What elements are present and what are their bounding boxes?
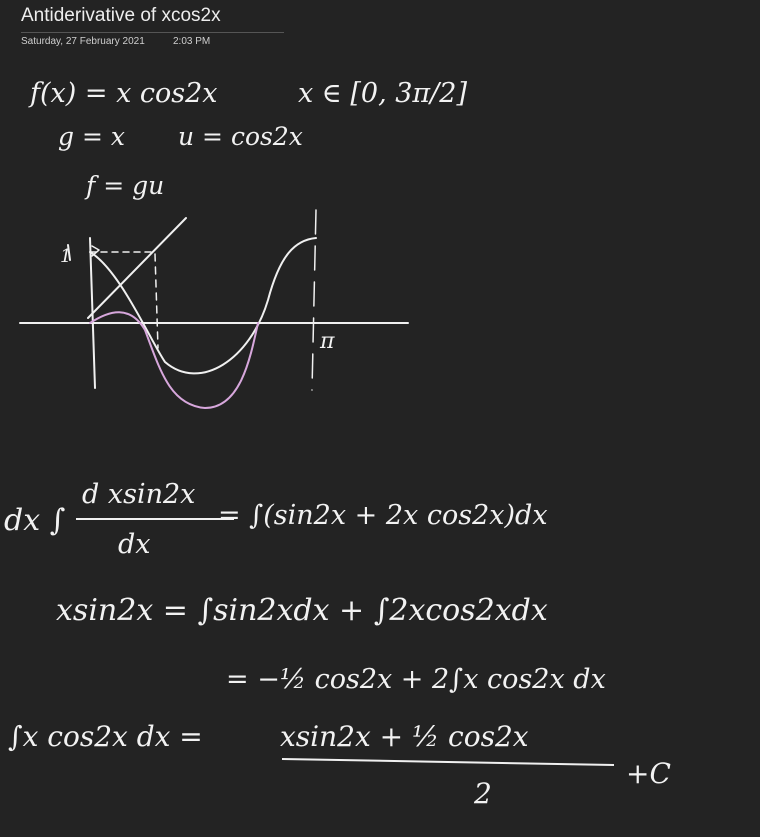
page-time: 2:03 PM [173, 36, 211, 47]
note-domain: x ∈ [0, 3π/2] [298, 78, 467, 109]
sketch-dashed-pi [312, 210, 316, 390]
derivation-line1-numerator: d xsin2x [82, 479, 196, 510]
derivation-line3: = −½ cos2x + 2∫x cos2x dx [226, 664, 606, 695]
derivation-constant: +C [626, 757, 671, 790]
sketch-product-f [90, 312, 258, 408]
page-date: Saturday, 27 February 2021 [21, 36, 145, 47]
page-title[interactable]: Antiderivative of xcos2x [21, 5, 221, 26]
derivation-line1-denominator: dx [118, 529, 151, 560]
sketch-label-one: 1 [60, 246, 72, 267]
sketch-label-pi: π [320, 329, 335, 354]
derivation-line1-left: dx ∫ [4, 503, 66, 538]
note-g-def: g = x [58, 122, 125, 151]
sketch-cosine-u [90, 238, 316, 373]
sketch-line-g [88, 218, 186, 318]
derivation-line2: xsin2x = ∫sin2xdx + ∫2xcos2xdx [56, 593, 548, 628]
derivation-line4-denominator: 2 [474, 777, 492, 810]
derivation-line1-right: = ∫(sin2x + 2x cos2x)dx [218, 500, 548, 531]
note-product: f = gu [86, 171, 165, 200]
derivation-line4-fraction-bar [282, 759, 614, 765]
derivation-line4-left: ∫x cos2x dx = [8, 720, 203, 753]
note-u-def: u = cos2x [178, 122, 303, 151]
sketch-dashed-drop [155, 254, 158, 348]
derivation-line4-numerator: xsin2x + ½ cos2x [280, 720, 529, 753]
function-sketch [20, 210, 408, 408]
note-function-def: f(x) = x cos2x [30, 78, 218, 109]
